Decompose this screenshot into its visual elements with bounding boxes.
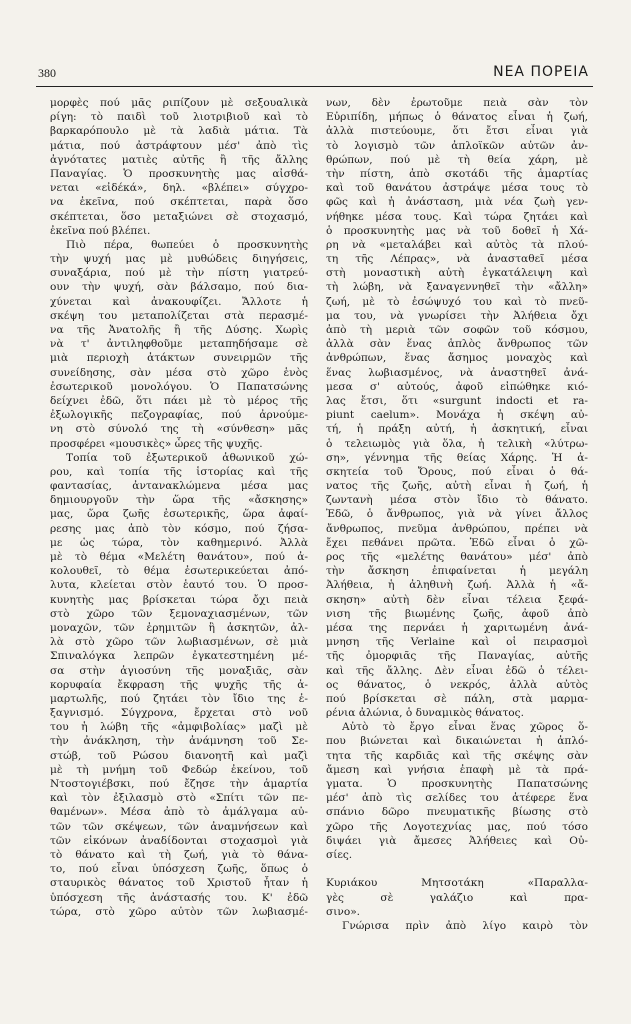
text-line: χῶρο τῆς Λογοτεχνίας μας, πού τόσο (326, 820, 588, 833)
text-line: ος θάνατος, ὁ νεκρός, ἀλλὰ αὐτὸς (326, 678, 588, 691)
text-line: νων, δὲν ἐρωτοῦμε πειὰ σὰν τὸν (326, 97, 588, 109)
text-line: ἀλλὰ πιστεύουμε, ὅτι ἔτσι εἶναι γιὰ (326, 125, 588, 138)
text-line: καὶ τῆς ἄλλης. Δὲν εἶναι ἐδῶ ὁ τέλει- (326, 664, 588, 677)
text-line: μα του, νὰ γνωρίσει τὴν Ἀλήθεια ὄχι (326, 309, 588, 322)
text-line: μεσα σ' αὐτούς, ἀφοῦ εἰπώθηκε κιό- (326, 380, 588, 393)
text-line: λυτα, κλείεται στὸν ἑαυτό του. Ὁ προσ- (50, 579, 308, 592)
text-line: Κυριάκου Μητσοτάκη «Παραλλα- (326, 877, 588, 890)
right-column (326, 96, 588, 933)
text-line: ρος τῆς «μελέτης θανάτου» μέσ' ἀπὸ (326, 551, 588, 563)
text-line: στὴ μοναστικὴ αὐτὴ ἐγκατάλειψη καὶ (326, 267, 588, 280)
header-rule (36, 86, 593, 87)
text-line: που βιώνεται καὶ δικαιώνεται ἡ ἁπλό- (326, 735, 588, 748)
text-line: νιση τῆς βιωμένης ζωῆς, ἀφοῦ ἀπὸ (326, 607, 588, 620)
text-line: ἐκεῖνα πού βλέπει. (50, 224, 151, 237)
text-line: Τοπία τοῦ ἐξωτερικοῦ ἀθωνικοῦ χώ- (66, 451, 308, 464)
text-line: μνηση τῆς Verlaine καὶ οἱ πειρασμοὶ (326, 636, 588, 649)
text-line: τὴν ἀνάκληση, τὴν ἀνάμνηση τοῦ Σε- (50, 735, 308, 748)
text-line: ἕνας λωβιασμένος, νὰ ἀναστηθεῖ ἀνά- (326, 366, 588, 379)
text-line: φῶς καὶ ἡ ἀνάσταση, μιὰ νέα ζωὴ γεν- (326, 196, 588, 209)
text-line: δείχνει ἐδῶ, ὅτι πάει μὲ τὸ μέρος τῆς (50, 394, 308, 407)
left-column (50, 96, 308, 919)
text-line: Ἐδῶ, ὁ ἄνθρωπος, γιὰ νὰ γίνει ἄλλος (326, 508, 588, 521)
text-line: νη στὸ σύνολό της τὴ «σύνθεση» μᾶς (50, 423, 308, 436)
text-line: μέσ' ἀπὸ τὶς σελίδες του ἀτέφερε ἕνα (326, 792, 588, 805)
text-line: Εὐριπίδη, μήπως ὁ θάνατος εἶναι ἡ ζωή, (326, 111, 588, 124)
text-line: μάτια, πού ἀστράφτουν μέσ' ἀπὸ τὶς (50, 139, 308, 152)
text-line: τη τῆς Λέπρας», νὰ ἀνασταθεῖ μέσα (326, 253, 588, 266)
text-line: κυνητὴς μας βρίσκεται τώρα ὄχι πειὰ (50, 593, 308, 606)
text-line: να ἐκεῖνα, πού σκέπτεται, παρὰ ὅσο (50, 196, 308, 209)
text-line: μαρτωλῆς, πού ζητάει τὸν ἴδιο της ἐ- (50, 692, 308, 705)
text-line: σκηση» αὐτὴ δὲν εἶναι τέλεια ξεφά- (326, 593, 588, 606)
text-line: Γνώρισα πρὶν ἀπὸ λίγο καιρὸ τὸν (342, 919, 588, 932)
text-line: τῆς ὀμορφιᾶς τῆς Παναγίας, αὐτῆς (326, 650, 588, 663)
text-line: μὲ τὴ μνήμη τοῦ Φεδώρ ἐκείνου, τοῦ (50, 763, 308, 776)
text-line (326, 862, 588, 876)
text-line: τὴ λώβη, νὰ ξαναγεννηθεῖ τὴν «ἄλλη» (326, 281, 588, 294)
text-line: μιὰ περιοχὴ ἀτάκτων συνειρμῶν τῆς (50, 352, 308, 365)
text-line: ση», γέννημα τῆς θείας Χάρης. Ἡ ἀ- (326, 451, 588, 464)
text-line: του ἡ λώβη τῆς «ἀμφιβολίας» μαζὶ μὲ (50, 721, 308, 734)
text-line: γὲς σὲ γαλάζιο καὶ πρα- (326, 891, 588, 904)
text-line: με ὡς τώρα, τὸν καθημερινό. Ἀλλὰ (50, 536, 308, 549)
text-line: σκητεία τοῦ Ὄρους, πού εἶναι ὁ θά- (326, 465, 588, 478)
text-line: κορυφαία ἔκφραση τῆς ψυχῆς τῆς ἁ- (50, 678, 308, 691)
text-line: τῶν τῶν σκέψεων, τῶν ἀναμνήσεων καὶ (50, 820, 308, 833)
text-line: συνείδησης, σὰν μέσα στὸ χῶρο ἑνὸς (50, 366, 308, 379)
text-line: μορφὲς πού μᾶς ριπίζουν μὲ σεξουαλικὰ (50, 97, 308, 109)
text-line: σπάνιο δῶρο πνευματικῆς βίωσης στὸ (326, 806, 588, 819)
text-line: λας ἔτσι, ὅτι «surgunt indocti et ra- (326, 394, 588, 407)
text-line: τὴν πίστη, ἀπὸ σκοτάδι τῆς ἁμαρτίας (326, 167, 588, 180)
text-line: ρένια ἀλώνια, ὁ δυναμικὸς θάνατος. (326, 707, 524, 720)
text-line: θαμένων». Μέσα ἀπὸ τὸ ἀμάλγαμα αὐ- (50, 806, 308, 819)
text-line: λὰ στὸ χῶρο τῶν λωβιασμένων, σὲ μιὰ (50, 636, 308, 649)
text-line: ζωντανὴ μέσα στὸν ἴδιο τὸ θάνατο. (326, 494, 588, 507)
text-line: τὸ λογισμὸ τῶν ἀπλοϊκῶν αὐτῶν ἀν- (326, 139, 588, 152)
text-line: ρου, καὶ τοπία τῆς ἱστορίας καὶ τῆς (50, 465, 308, 478)
text-line: τητα τῆς καρδιᾶς καὶ τῆς σκέψης σὰν (326, 749, 588, 762)
text-line: ἀλλὰ σὰν ἕνας ἁπλὸς ἄνθρωπος τῶν (326, 338, 588, 351)
text-line: μοναχῶν, τῶν ἐρημιτῶν ἢ ἀσκητῶν, ἀλ- (50, 621, 308, 634)
text-line: τὴν ψυχή μας μὲ μυθώδεις διηγήσεις, (50, 253, 308, 266)
text-line: σταυρικὸς θάνατος τοῦ Χριστοῦ ἦταν ἡ (50, 877, 308, 890)
text-line: Παναγίας. Ὁ προσκυνητὴς μας αἰσθά- (50, 167, 308, 180)
text-line: Σπιναλόγκα λεπρῶν ἐγκατεστημένη μέ- (50, 650, 308, 663)
text-line: ἐσωτερικοῦ μονολόγου. Ὁ Παπατσώνης (50, 380, 308, 393)
text-line: Ἀλήθεια, ἡ ἀληθινὴ ζωή. Ἀλλὰ ἡ «ἄ- (326, 579, 588, 592)
text-line: καὶ τὸν ἐξιλασμὸ στὸ «Σπίτι τῶν πε- (50, 792, 308, 805)
text-line: ὁ προσκυνητὴς μας νὰ τοῦ δοθεῖ ἡ Χά- (326, 224, 588, 237)
text-line: piunt caelum». Μονάχα ἡ σκέψη αὐ- (326, 409, 588, 422)
text-line: ἀπὸ τὴ μεριὰ τῶν σοφῶν τοῦ κόσμου, (326, 324, 588, 336)
text-line: καὶ τοῦ θανάτου ἀστράψε μέσα τους τὸ (326, 182, 588, 195)
text-line: Πιὸ πέρα, θωπεύει ὁ προσκυνητὴς (66, 238, 308, 251)
text-line: ὁ τελειωμὸς γιὰ ὅλα, ἡ τελικὴ «λύτρω- (326, 437, 588, 450)
text-line: μας, ὥρα ζωῆς ἐσωτερικῆς, ὥρα ἀφαί- (50, 508, 308, 521)
text-line: το, πού εἶναι ὑπόσχεση ζωῆς, ὅπως ὁ (50, 863, 308, 876)
text-line: κολουθεῖ, τὸ θέμα ἐσωτερικεύεται ἀπό- (50, 565, 308, 578)
text-line: ξαγνισμό. Σύγχρονα, ἔρχεται στὸ νοῦ (50, 707, 308, 720)
text-line: ρεσης μας ἀπὸ τὸν κόσμο, πού ζήσα- (50, 522, 308, 535)
text-line: διψάει γιὰ ἄμεσες Ἀλήθειες καὶ Οὐ- (326, 834, 588, 847)
text-line: ἐξωλογικῆς πεζογραφίας, πού ἀρνούμε- (50, 409, 308, 422)
text-line: να τῆς Ἀνατολῆς ἢ τῆς Δύσης. Χωρὶς (50, 324, 308, 336)
text-line: τὴν ἄσκηση ἐπιφαίνεται ἡ μεγάλη (326, 565, 588, 578)
text-line: βαρκαρόπουλο μὲ τὰ λαδιὰ μάτια. Τὰ (50, 125, 308, 138)
text-line: συναξάρια, πού μὲ τὴν πίστη γιατρεύ- (50, 267, 308, 280)
text-line: σκέπτεται, ὅσο μεταξιώνει σὲ στοχασμό, (50, 210, 308, 223)
text-line: προσφέρει «μουσικὲς» ὧρες τῆς ψυχῆς. (50, 437, 263, 450)
text-line: μέσα της περνάει ἡ χαριτωμένη ἀνά- (326, 621, 588, 634)
text-line: πού βρίσκεται σὲ πάλη, στὰ μαρμα- (326, 692, 588, 705)
text-line: τῶν εἰκόνων ἀναδίδονται στοχασμοὶ γιὰ (50, 834, 308, 847)
text-line: σίες. (326, 848, 353, 861)
text-line: ἄμεση καὶ γνήσια ἐπαφὴ μὲ τὰ πρά- (326, 763, 588, 776)
text-line: σκέψη του μεταπολίζεται στὰ περασμέ- (50, 309, 308, 322)
text-line: ρη νὰ «μεταλάβει καὶ αὐτὸς τὰ πλού- (326, 238, 588, 251)
text-line: θρώπων, πού μὲ τὴ θεία χάρη, μὲ (326, 153, 588, 166)
text-line: νὰ τ' ἀντιληφθοῦμε μεταπηδήσαμε σὲ (50, 338, 308, 351)
text-line: νατος τῆς ζωῆς, αὐτὴ εἶναι ἡ ζωή, ἡ (326, 480, 588, 493)
text-line: ζωή, μὲ τὸ ἐσώψυχό του καὶ τὸ πνεῦ- (326, 295, 588, 308)
text-line: τὸ θάνατο καὶ τὴ ζωή, γιὰ τὸ θάνα- (50, 848, 308, 861)
text-line: ουν τὴν ψυχή, σὰν βάλσαμο, πού δια- (50, 281, 308, 294)
text-line: ἀγνότατες ματιὲς αὐτῆς ἢ τῆς ἄλλης (50, 153, 308, 166)
page-number: 380 (38, 66, 56, 80)
text-line: ρίγη: τὸ παιδὶ τοῦ λιοτριβιοῦ καὶ τὸ (50, 111, 308, 124)
text-line: μὲ τὸ θέμα «Μελέτη θανάτου», πού ἀ- (50, 551, 308, 563)
text-line: στώβ, τοῦ Ρώσου διανοητῆ καὶ μαζὶ (50, 749, 308, 762)
text-line: δημιουργοῦν τὴν ὥρα τῆς «ἄσκησης» (50, 494, 308, 507)
text-line: νεται «εἰδέκά», δηλ. «βλέπει» σύγχρο- (50, 182, 308, 195)
text-line: ἀνθρώπων, ἕνας ἄσημος μοναχὸς καὶ (326, 352, 588, 365)
text-line: τώρα, στὸ χῶρο αὐτὸν τῶν λωβιασμέ- (50, 905, 308, 918)
text-line: ἄνθρωπος, πνεῦμα ἀνθρώπου, πρέπει νὰ (326, 522, 588, 535)
text-line: φαντασίας, ἀντανακλώμενα μέσα μας (50, 480, 308, 493)
running-title: ΝΕΑ ΠΟΡΕΙΑ (493, 64, 589, 80)
text-line: νήθηκε μέσα τους. Καὶ τώρα ζητάει καὶ (326, 210, 588, 223)
text-line: τή, ἡ πράξη αὐτή, ἡ ἀσκητική, εἶναι (326, 423, 588, 436)
text-line: Ντοστογιέβσκι, πού ἔζησε τὴν ἁμαρτία (50, 778, 308, 790)
text-line: ἔχει πεθάνει πρῶτα. Ἐδῶ εἶναι ὁ χῶ- (326, 536, 588, 549)
text-line: στὸ χῶρο τῶν ξεμοναχιασμένων, τῶν (50, 607, 308, 620)
text-line: χύνεται καὶ ἀνακουφίζει. Ἄλλοτε ἡ (50, 295, 308, 308)
text-line: γματα. Ὁ προσκυνητὴς Παπατσώνης (326, 778, 588, 790)
text-line: σινο». (326, 905, 361, 918)
text-line: σα στὴν ἁγιοσύνη τῆς μοναξιᾶς, σὰν (50, 664, 308, 677)
text-line: Αὐτὸ τὸ ἔργο εἶναι ἕνας χῶρος ὅ- (342, 721, 588, 734)
text-line: ὑπόσχεση τῆς ἀνάστασής του. Κ' ἐδῶ (50, 891, 308, 904)
